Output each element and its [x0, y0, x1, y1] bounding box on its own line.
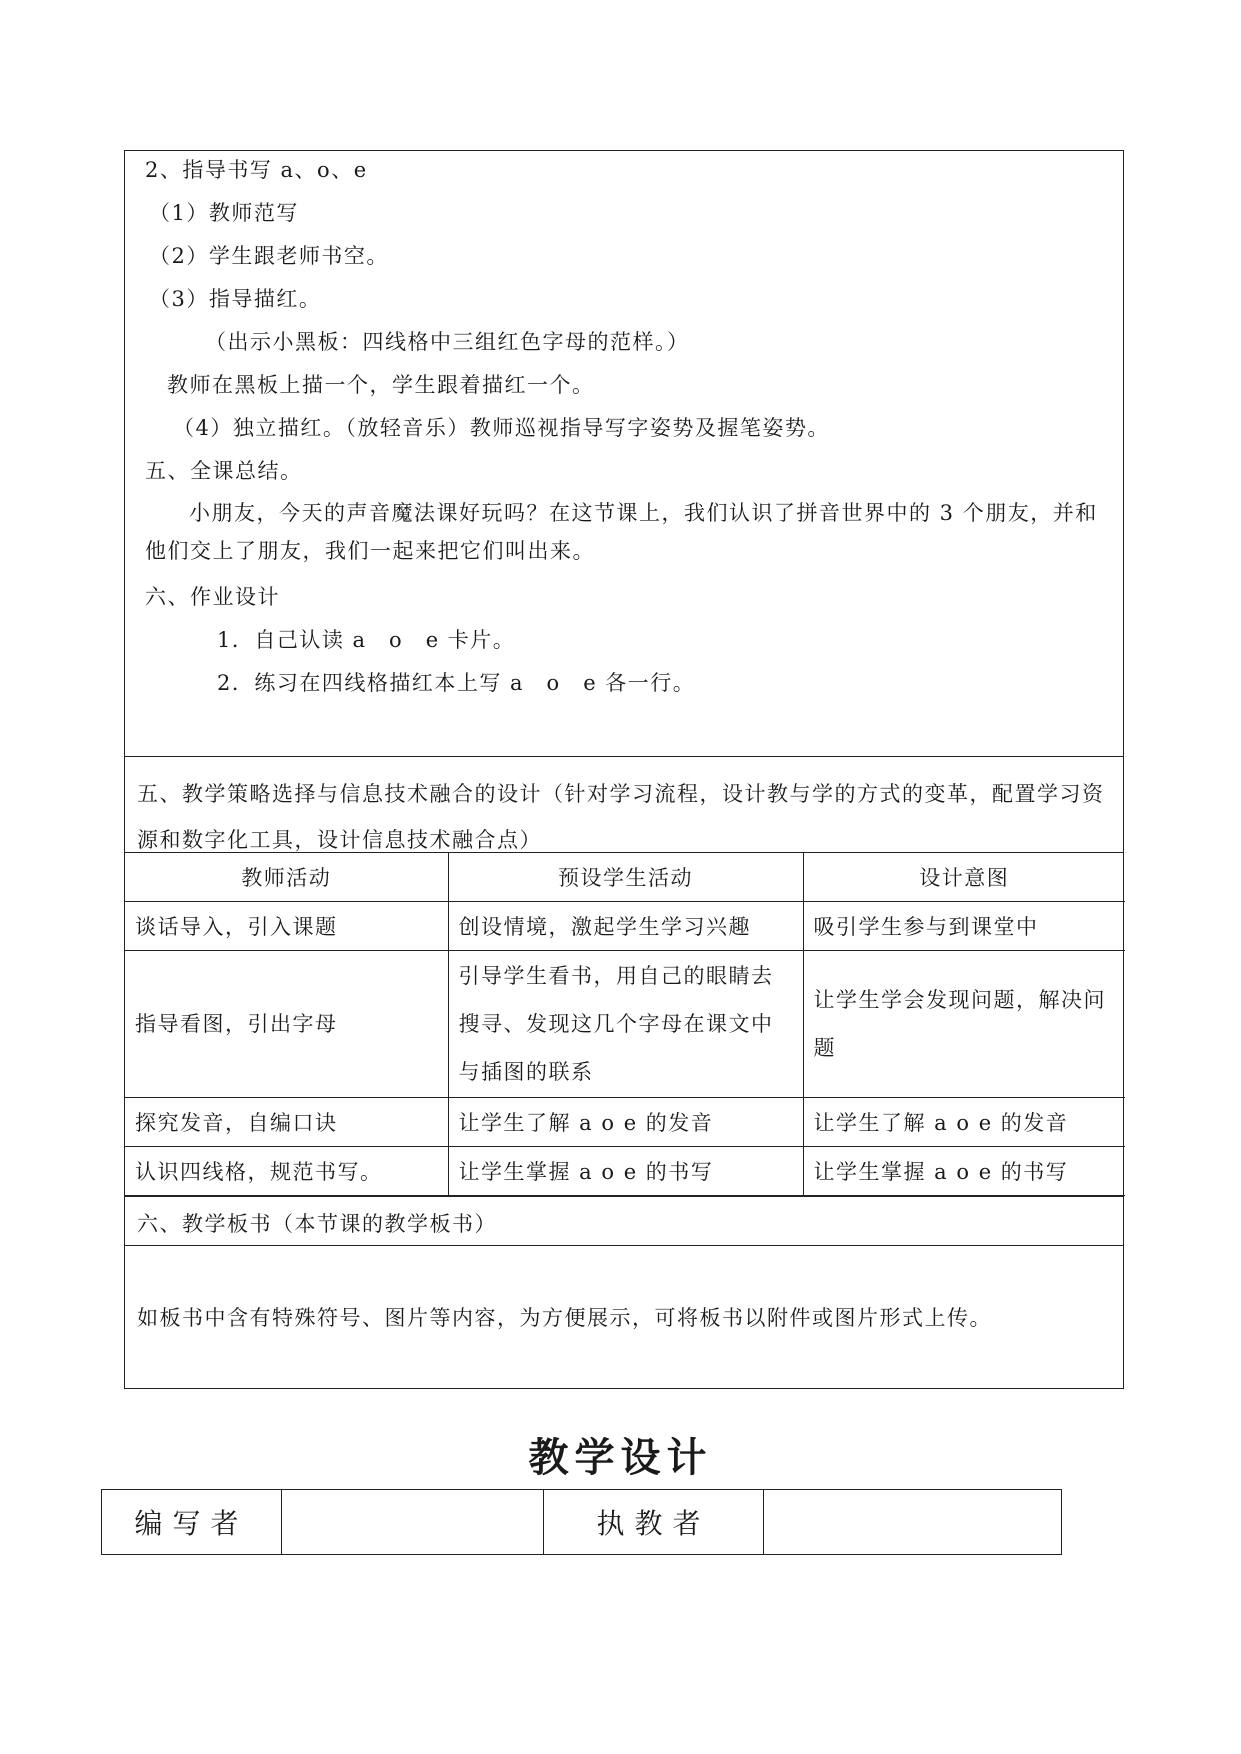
table-cell: 探究发音，自编口诀: [125, 1098, 448, 1147]
strategy-section: [125, 757, 1123, 853]
column-header-teacher: 教师活动: [125, 853, 448, 902]
table-cell: 谈话导入，引入课题: [125, 902, 448, 951]
board-section-header: [125, 1196, 1123, 1246]
table-cell: 创设情境，激起学生学习兴趣: [448, 902, 803, 951]
strategy-heading: 五、教学策略选择与信息技术融合的设计（针对学习流程，设计教与学的方式的变革，配置学习资源和数字化工具，设计信息技术融合点）: [137, 782, 1105, 852]
table-cell: 指导看图，引出字母: [125, 951, 448, 1098]
table-cell: 引导学生看书，用自己的眼睛去搜寻、发现这几个字母在课文中与插图的联系: [448, 951, 803, 1098]
lesson-summary-text: 小朋友，今天的声音魔法课好玩吗？在这节课上，我们认识了拼音世界中的 3 个朋友，并和他们交上了朋友，我们一起来把它们叫出来。: [145, 501, 1098, 563]
lesson-summary-heading: 五、全课总结。: [145, 459, 303, 483]
step-tracing: （3）指导描红。: [149, 287, 322, 311]
table-row: [102, 1490, 1062, 1555]
step-blackboard-sample: （出示小黑板：四线格中三组红色字母的范样。）: [205, 330, 690, 354]
activity-table: [125, 853, 1125, 1196]
column-header-student: 预设学生活动: [448, 853, 803, 902]
table-cell: 让学生了解 a o e 的发音: [803, 1098, 1125, 1147]
author-label: 编写者: [102, 1490, 282, 1555]
column-header-intent: 设计意图: [803, 853, 1125, 902]
author-value-field[interactable]: [282, 1490, 544, 1555]
teacher-value-field[interactable]: [764, 1490, 1062, 1555]
step-teacher-trace: 教师在黑板上描一个，学生跟着描红一个。: [167, 373, 595, 397]
table-row: [125, 1098, 1125, 1147]
table-row: [125, 951, 1125, 1098]
table-cell: 吸引学生参与到课堂中: [803, 902, 1125, 951]
board-heading: 六、教学板书（本节课的教学板书）: [137, 1212, 497, 1236]
step-guide-writing: 2、指导书写 a、o、e: [145, 158, 368, 182]
homework-item: 2．练习在四线格描红本上写 a o e 各一行。: [217, 671, 696, 695]
teacher-label: 执教者: [544, 1490, 764, 1555]
table-cell: 让学生掌握 a o e 的书写: [448, 1147, 803, 1196]
lesson-process-section: [125, 151, 1123, 757]
table-row: [125, 1147, 1125, 1196]
step-air-writing: （2）学生跟老师书空。: [149, 244, 389, 268]
table-cell: 让学生学会发现问题，解决问题: [803, 951, 1125, 1098]
author-table: [101, 1489, 1062, 1555]
homework-heading: 六、作业设计: [145, 585, 280, 609]
table-row: [125, 902, 1125, 951]
step-independent-tracing: （4）独立描红。（放轻音乐）教师巡视指导写字姿势及握笔姿势。: [173, 416, 830, 440]
homework-item: 1．自己认读 a o e 卡片。: [217, 628, 516, 652]
table-cell: 让学生了解 a o e 的发音: [448, 1098, 803, 1147]
board-note: 如板书中含有特殊符号、图片等内容，为方便展示，可将板书以附件或图片形式上传。: [137, 1306, 992, 1330]
board-section-body: [125, 1246, 1123, 1388]
design-title: 教学设计: [528, 1434, 713, 1481]
step-teacher-demo: （1）教师范写: [149, 201, 299, 225]
table-cell: 认识四线格，规范书写。: [125, 1147, 448, 1196]
table-cell: 让学生掌握 a o e 的书写: [803, 1147, 1125, 1196]
lesson-plan-form: [124, 150, 1124, 1389]
